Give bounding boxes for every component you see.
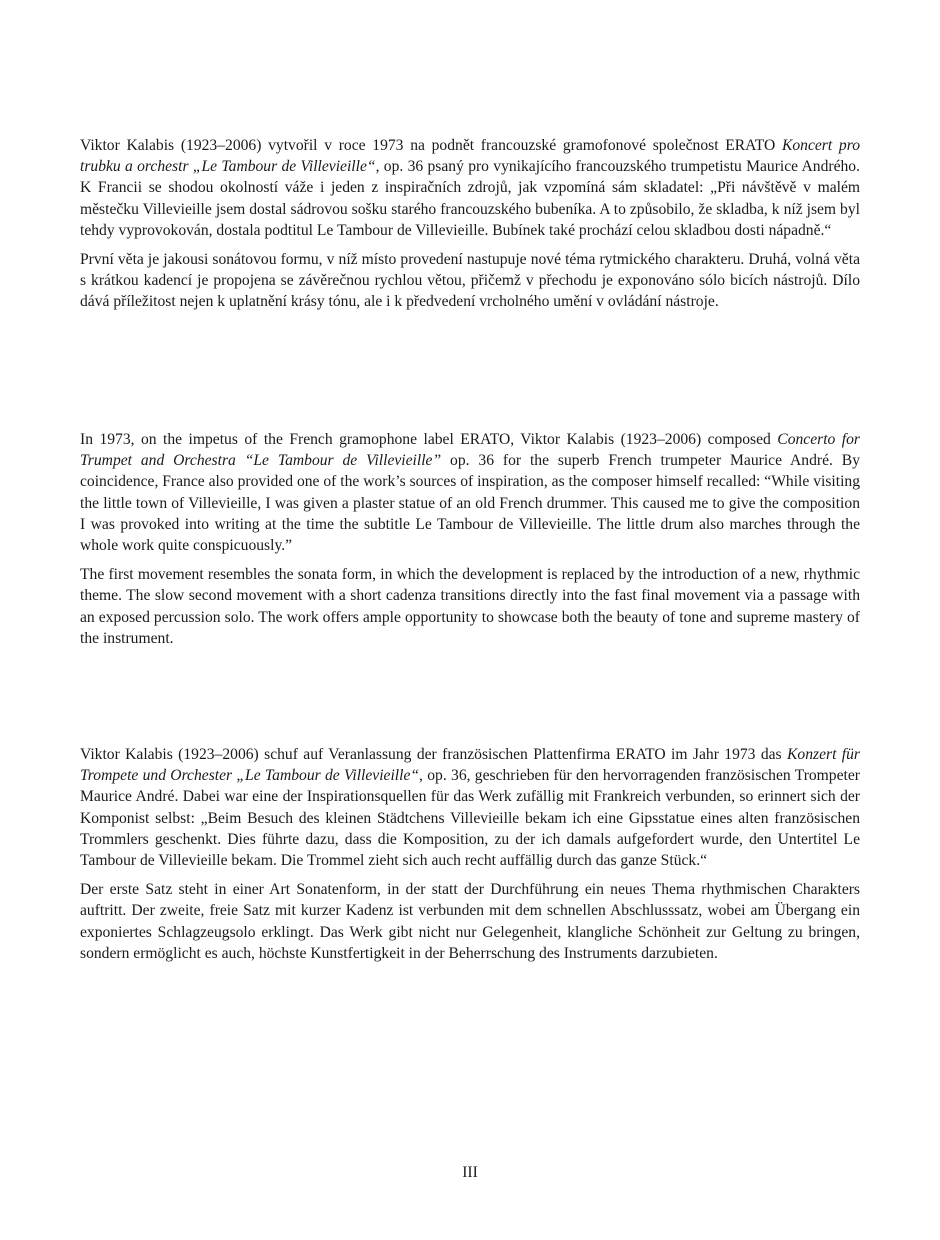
czech-paragraph-1 [80, 135, 860, 241]
english-paragraph-2: The first movement resembles the sonata form, in which the development is replaced by the introduction of a new, rhythmic theme. The slow second movement with a short cadenza transitions directly into the fast final movement via a passage with an exposed percussion solo. The work offers ample opportunity to showcase both the beauty of tone and supreme mastery of the instrument. [80, 566, 860, 647]
english-paragraph-1 [80, 429, 860, 556]
english-section [80, 429, 860, 649]
czech-paragraph-1-body: , op. 36 psaný pro vynikajícího francouzského trumpetistu Maurice Andrého. K Francii se shodou okolností váže i jeden z inspiračních zdrojů, jak vzpomíná sám skladatel: „Při návštěvě v malém městečku Villevieille jsem dostal sádrovou sošku starého francouzského bubeníka. A to způsobilo, že skladba, k níž jsem byl tehdy vyprovokován, dostala podtitul Le Tambour de Villevieille. Bubínek také prochází celou skladbou dosti nápadně.“ [80, 158, 860, 239]
czech-section [80, 135, 860, 313]
german-paragraph-2: Der erste Satz steht in einer Art Sonatenform, in der statt der Durchführung ein neues Thema rhythmischen Charakters auftritt. Der zweite, freie Satz mit kurzer Kadenz ist verbunden mit dem schnellen Abschlusssatz, wobei am Übergang ein exponiertes Schlagzeugsolo erklingt. Das Werk gibt nicht nur Gelegenheit, klangliche Schönheit zur Geltung zu bringen, sondern ermöglicht es auch, höchste Kunstfertigkeit in der Beherrschung des Instruments darzubieten. [80, 881, 860, 962]
english-paragraph-1-body: op. 36 for the superb French trumpeter Maurice André. By coincidence, France also provided one of the work’s sources of inspiration, as the composer himself recalled: “While visiting the little town of Villevieille, I was given a plaster statue of an old French drummer. This caused me to give the composition I was provoked into writing at the time the subtitle Le Tambour de Villevieille. The little drum also marches through the whole work quite conspicuously.” [80, 452, 860, 555]
czech-paragraph-1-intro: Viktor Kalabis (1923–2006) vytvořil v roce 1973 na podnět francouzské gramofonové společnost ERATO [80, 137, 782, 154]
german-paragraph-1-intro: Viktor Kalabis (1923–2006) schuf auf Veranlassung der französischen Plattenfirma ERATO im Jahr 1973 das [80, 746, 788, 763]
page-number: III [462, 1164, 478, 1181]
english-paragraph-1-intro: In 1973, on the impetus of the French gramophone label ERATO, Viktor Kalabis (1923–2006) composed [80, 431, 778, 448]
german-paragraph-1 [80, 744, 860, 871]
czech-work-title: Koncert pro trubku a orchestr „Le Tambour de Villevieille“ [80, 137, 860, 176]
german-work-title: Konzert für Trompete und Orchester „Le Tambour de Villevieille“ [80, 746, 861, 785]
czech-paragraph-2: První věta je jakousi sonátovou formu, v níž místo provedení nastupuje nové téma rytmického charakteru. Druhá, volná věta s krátkou kadencí je propojena se závěrečnou rychlou větou, přičemž v přechodu je exponováno sólo bicích nástrojů. Dílo dává příležitost nejen k uplatnění krásy tónu, ale i k předvedení vrcholného umění v ovládání nástroje. [80, 251, 860, 311]
german-paragraph-1-body: , op. 36, geschrieben für den hervorragenden französischen Trompeter Maurice André. Dabei war eine der Inspirationsquellen für das Werk zufällig mit Frankreich verbunden, so erinnert sich der Komponist selbst: „Beim Besuch des kleinen Städtchens Villevieille bekam ich eine Gipsstatue eines alten französischen Trommlers geschenkt. Dies führte dazu, dass die Komposition, zu der ich damals aufgefordert wurde, den Untertitel Le Tambour de Villevieille bekam. Die Trommel zieht sich auch recht auffällig durch das ganze Stück.“ [80, 767, 860, 870]
german-section [80, 744, 860, 964]
english-work-title: Concerto for Trumpet and Orchestra “Le Tambour de Villevieille” [80, 431, 860, 470]
